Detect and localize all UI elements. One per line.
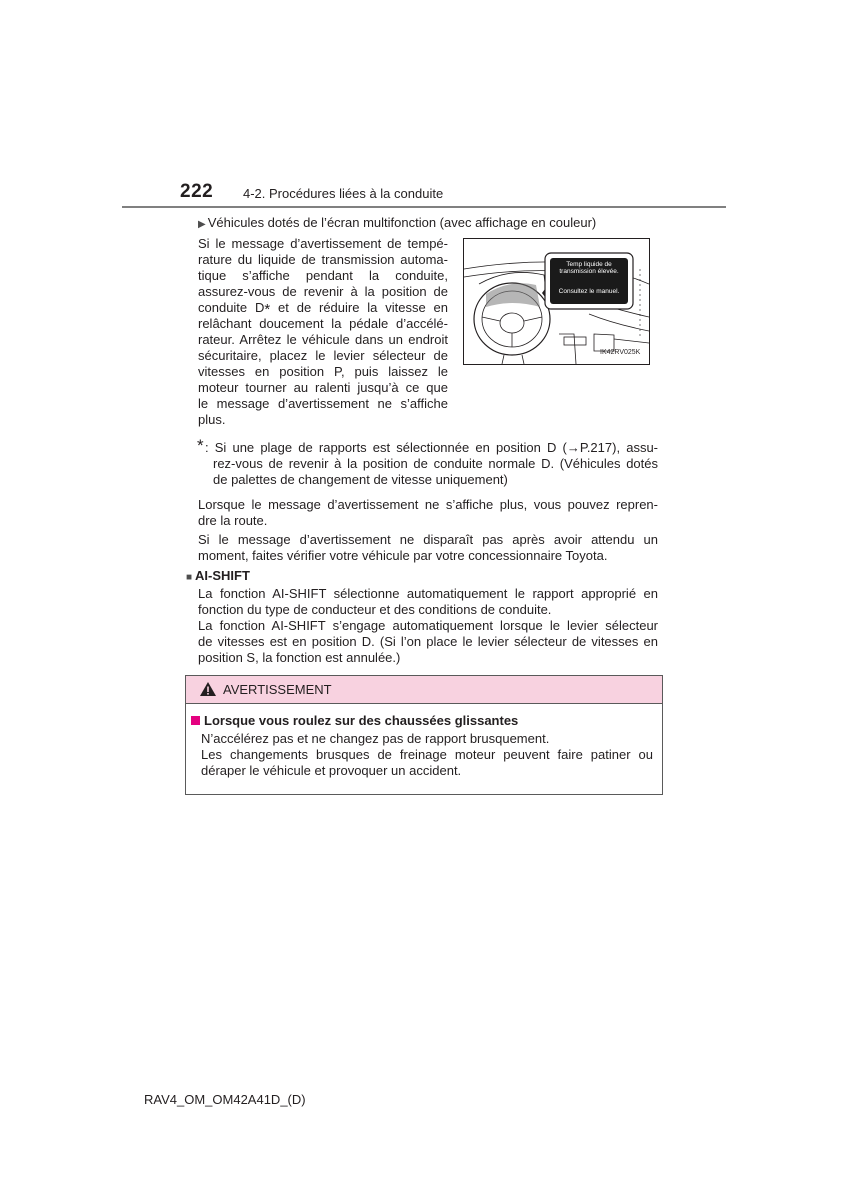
triangle-bullet-icon: ▶ xyxy=(198,219,206,230)
text-line: tique s’affiche pendant la conduite, xyxy=(198,268,448,283)
text-line: Les changements brusques de freinage moteur peuvent faire patiner ou xyxy=(201,747,653,762)
text-line: rez-vous de revenir à la position de conduite normale D. (Véhicules dotés xyxy=(213,456,658,471)
vehicle-heading: ▶ Véhicules dotés de l’écran multifonction (avec affichage en couleur) xyxy=(198,215,597,230)
ai-shift-body xyxy=(198,586,658,666)
square-bullet-icon: ■ xyxy=(186,572,193,583)
dashboard-drawing xyxy=(464,239,649,364)
text-line: assurez-vous de revenir à la position de xyxy=(198,284,448,299)
text-line: fonction du type de conducteur et des conditions de conduite. xyxy=(198,602,552,617)
dashboard-illustration xyxy=(463,238,650,365)
text-line: de vitesses est en position D. (Si l’on place le levier sélecteur de vitesses en xyxy=(198,634,658,649)
text-line: Si le message d’avertissement ne disparaît pas après avoir attendu un xyxy=(198,532,658,547)
text-line: : Si une plage de rapports est sélectionnée en position D (→P.217), assu- xyxy=(205,440,658,455)
text-line: conduite D* et de réduire la vitesse en xyxy=(198,300,448,318)
text-line: La fonction AI-SHIFT sélectionne automatiquement le rapport approprié en xyxy=(198,586,658,601)
text-line: Si le message d’avertissement de tempé- xyxy=(198,236,448,251)
footnote-marker: * xyxy=(197,436,204,455)
text-line: position S, la fonction est annulée.) xyxy=(198,650,401,665)
figure-code: IK42RV025K xyxy=(600,349,641,356)
text-line: La fonction AI-SHIFT s’engage automatiquement lorsque le levier sélecteur xyxy=(198,618,658,633)
text-line: Lorsque le message d’avertissement ne s’affiche plus, vous pouvez repren- xyxy=(198,497,658,512)
pink-square-bullet-icon xyxy=(191,716,200,725)
text-line: dre la route. xyxy=(198,513,268,528)
warning-body xyxy=(201,731,653,779)
text-line: moteur tourner au ralenti jusqu’à ce que xyxy=(198,380,448,395)
paragraph-warning-message xyxy=(198,236,448,428)
page-number: 222 xyxy=(180,181,214,202)
screen-message-2: Consultez le manuel. xyxy=(558,288,620,295)
text-line: le message d’avertissement ne s’affiche xyxy=(198,396,448,411)
text-line: vitesses en position P, puis laissez le xyxy=(198,364,448,379)
paragraph-resume xyxy=(198,497,658,529)
footnote-star: * xyxy=(264,301,271,318)
text-line: relâchant doucement la pédale d’accélé- xyxy=(198,316,448,331)
section-title: 4-2. Procédures liées à la conduite xyxy=(243,186,444,201)
text-line: rature du liquide de transmission automa- xyxy=(198,252,448,267)
text-line: plus. xyxy=(198,412,226,427)
text-line: déraper le véhicule et provoquer un accident. xyxy=(201,763,462,778)
paragraph-dealer xyxy=(198,532,658,564)
warning-title: AVERTISSEMENT xyxy=(223,682,332,697)
warning-triangle-icon xyxy=(199,681,217,702)
header-divider xyxy=(122,206,726,208)
text-line: sécuritaire, placez le levier sélecteur de xyxy=(198,348,448,363)
screen-message: Temp liquide de transmission élevée. xyxy=(559,261,619,275)
text-line: de palettes de changement de vitesse uniquement) xyxy=(213,472,508,487)
footer-doc-code: RAV4_OM_OM42A41D_(D) xyxy=(144,1092,306,1107)
ai-shift-heading: ■ AI-SHIFT xyxy=(186,568,250,583)
warning-subheading: Lorsque vous roulez sur des chaussées glissantes xyxy=(191,713,518,729)
footnote xyxy=(205,440,658,488)
text-line: N’accélérez pas et ne changez pas de rapport brusquement. xyxy=(201,731,550,746)
text-line: rateur. Arrêtez le véhicule dans un endroit xyxy=(198,332,448,347)
text-line: moment, faites vérifier votre véhicule par votre concessionnaire Toyota. xyxy=(198,548,608,563)
